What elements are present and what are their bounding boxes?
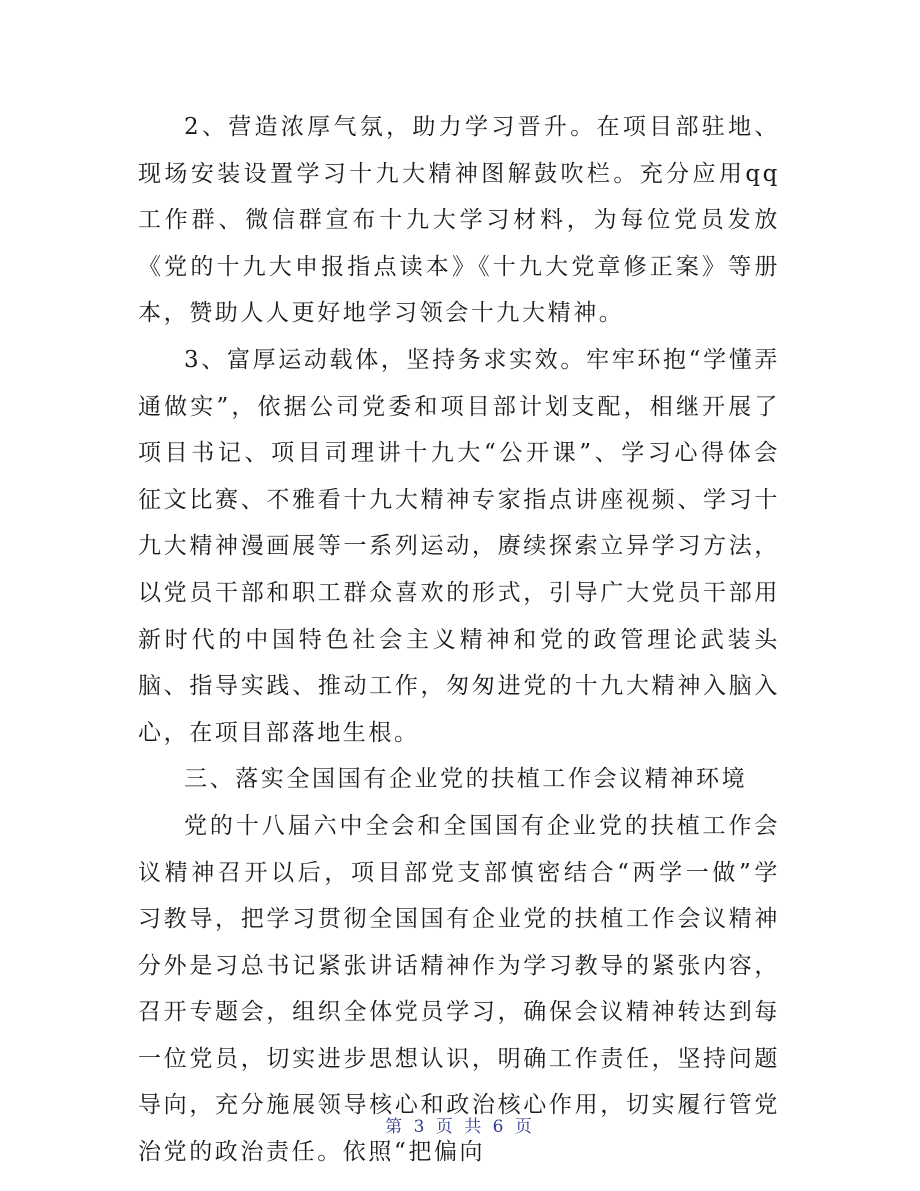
page-number-footer: 第 3 页 共 6 页	[385, 1117, 535, 1137]
section-heading-3: 三、落实全国国有企业党的扶植工作会议精神环境	[184, 766, 748, 793]
document-body	[138, 104, 780, 1176]
paragraph-item-2: 2、营造浓厚气氛，助力学习晋升。在项目部驻地、现场安装设置学习十九大精神图解鼓吹栏。充分应用qq工作群、微信群宣布十九大学习材料，为每位党员发放《党的十九大申报指点读本》《十九大党章修正案》等册本，赞助人人更好地学习领会十九大精神。	[138, 114, 780, 327]
paragraph-item-3: 3、富厚运动载体，坚持务求实效。牢牢环抱“学懂弄通做实”，依据公司党委和项目部计划支配，相继开展了项目书记、项目司理讲十九大“公开课”、学习心得体会征文比赛、不雅看十九大精神专家指点讲座视频、学习十九大精神漫画展等一系列运动，赓续探索立异学习方法，以党员干部和职工群众喜欢的形式，引导广大党员干部用新时代的中国特色社会主义精神和党的政管理论武装头脑、指导实践、推动工作，匆匆进党的十九大精神入脑入心，在项目部落地生根。	[138, 346, 780, 746]
paragraph-section-3-body: 党的十八届六中全会和全国国有企业党的扶植工作会议精神召开以后，项目部党支部慎密结合“两学一做”学习教导，把学习贯彻全国国有企业党的扶植工作会议精神分外是习总书记紧张讲话精神作为学习教导的紧张内容，召开专题会，组织全体党员学习，确保会议精神转达到每一位党员，切实进步思想认识，明确工作责任，坚持问题导向，充分施展领导核心和政治核心作用，切实履行管党治党的政治责任。依照“把偏向	[138, 812, 780, 1166]
